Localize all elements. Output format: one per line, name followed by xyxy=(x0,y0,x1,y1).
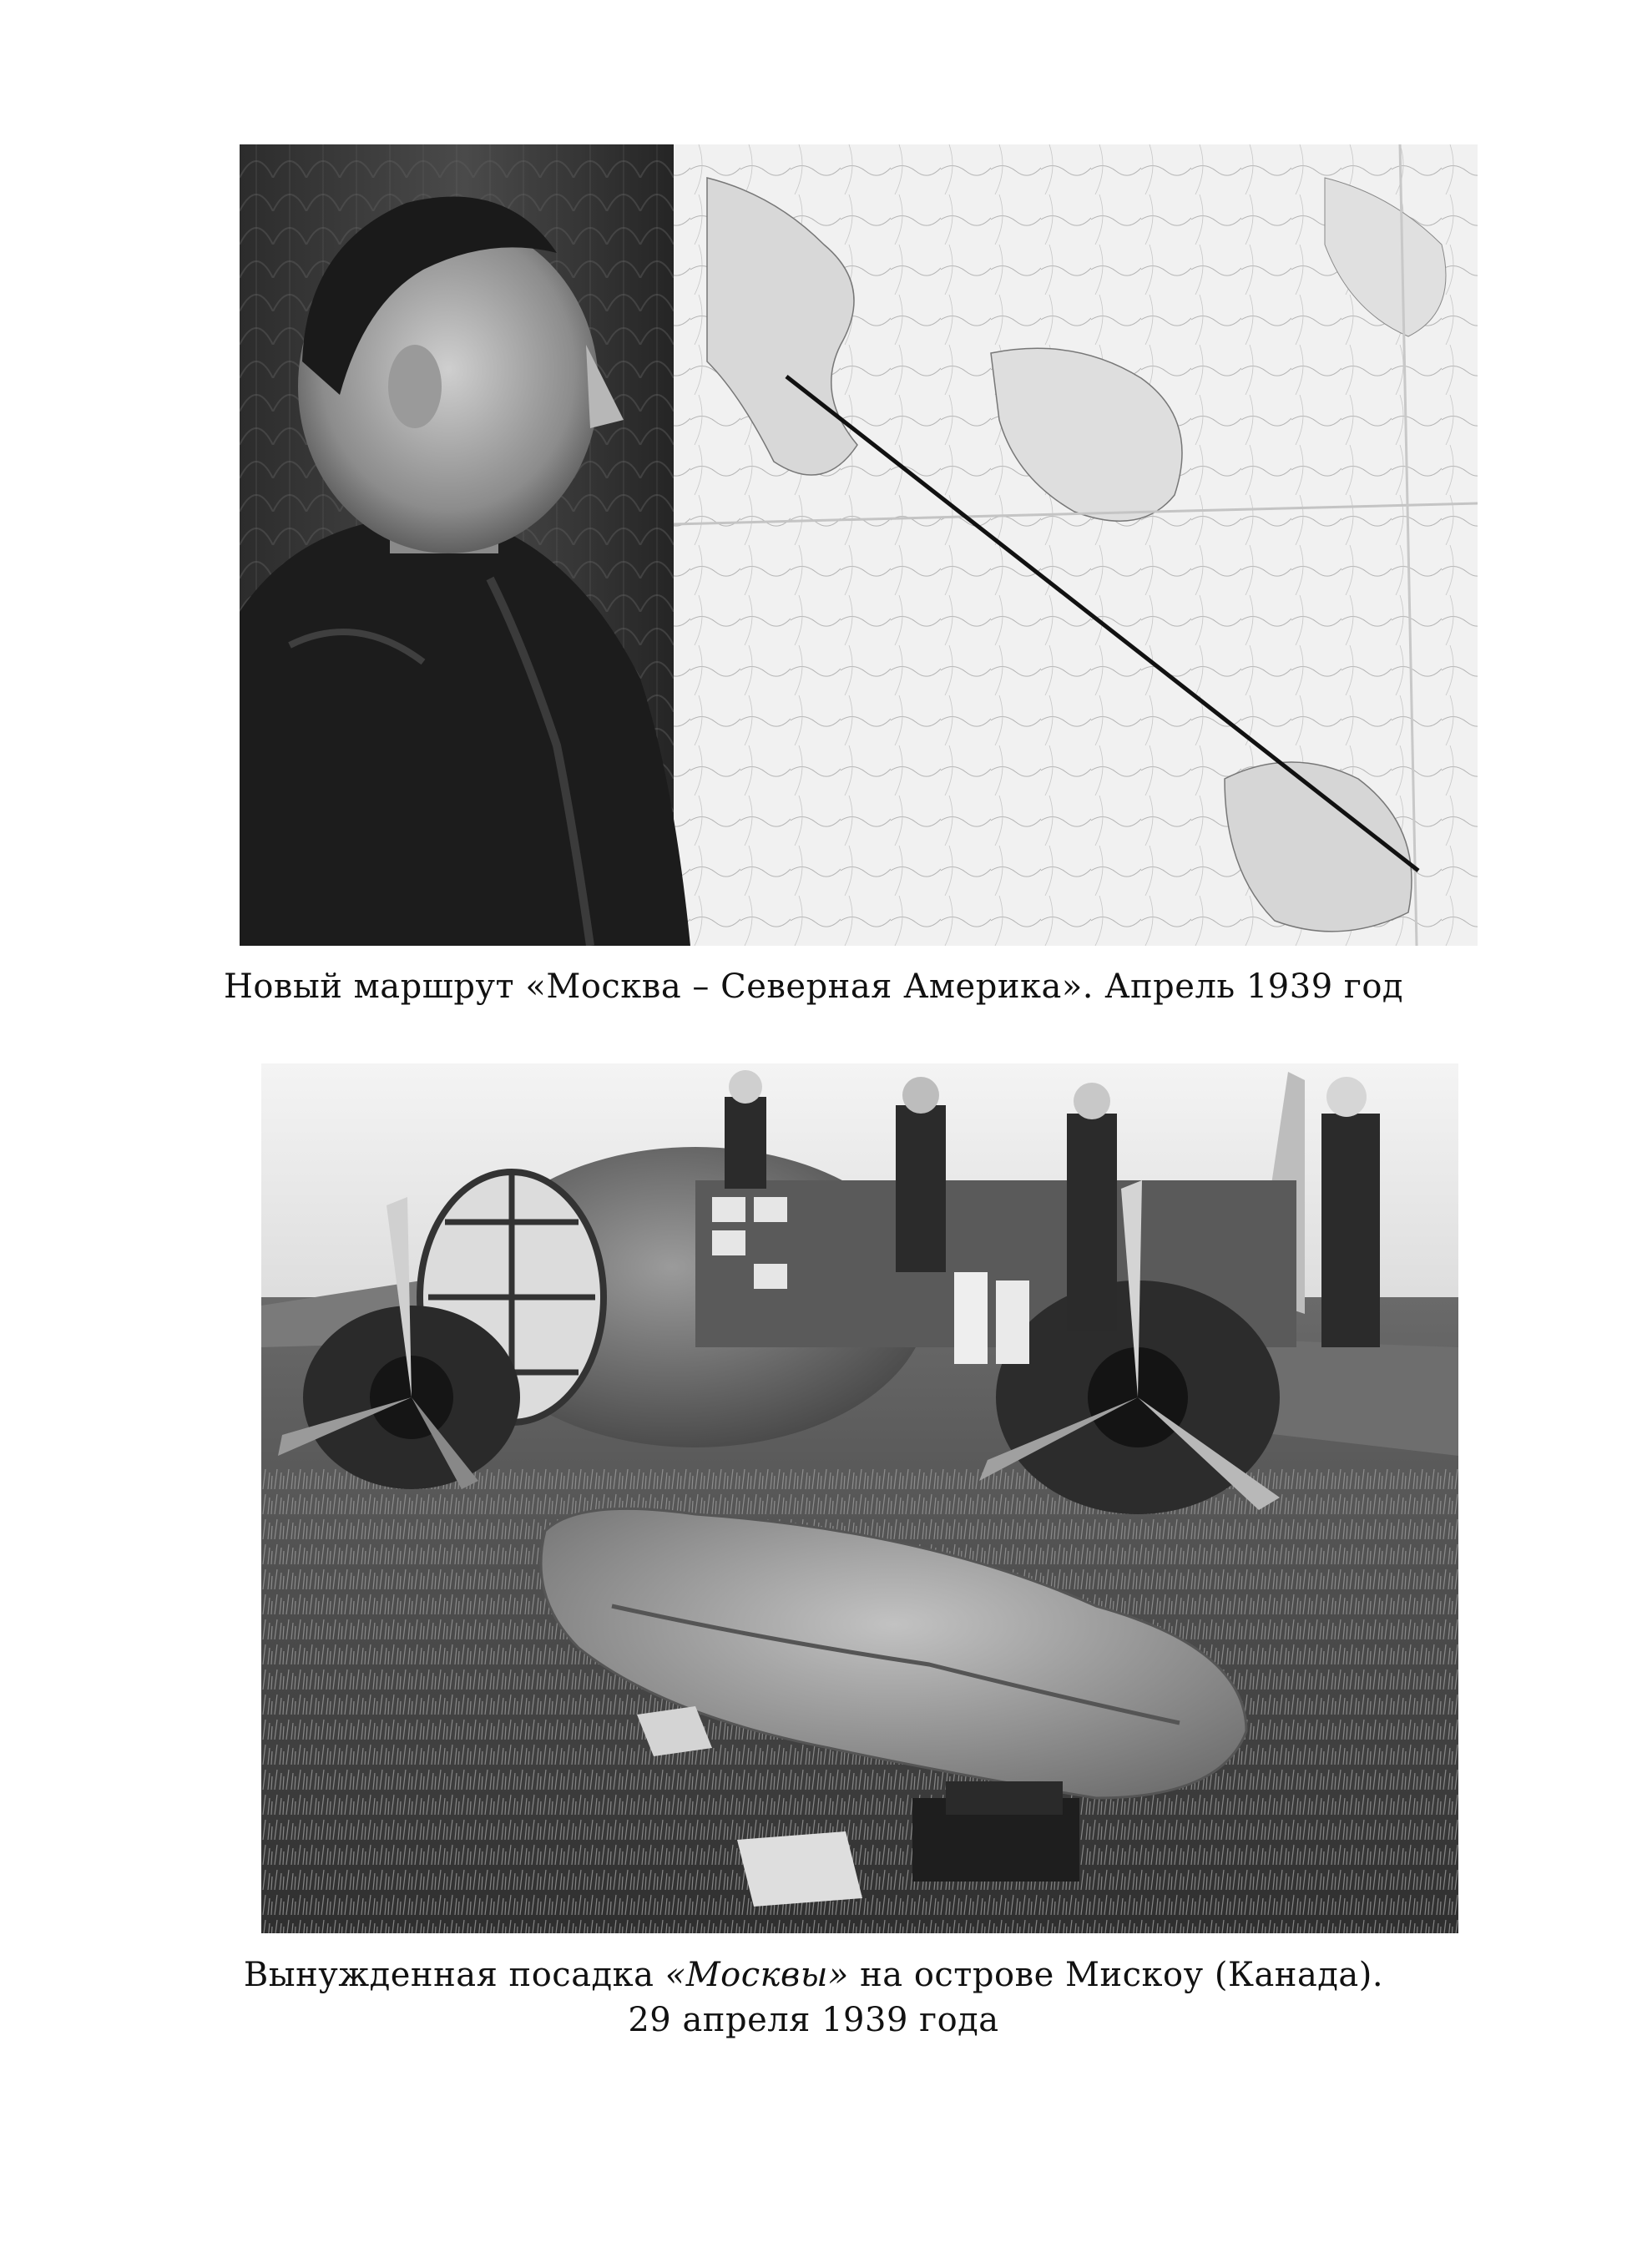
photo-forced-landing-image xyxy=(261,1063,1458,1933)
photo-caption-forced-landing xyxy=(0,1952,1627,2043)
caption-line-2: 29 апреля 1939 года xyxy=(628,2001,999,2039)
caption-line-1 xyxy=(0,1952,1627,1998)
caption-text-before: Вынужденная посадка xyxy=(243,1956,654,1994)
photo-pilot-with-map xyxy=(240,144,1478,946)
photo-caption-route: Новый маршрут «Москва – Северная Америка». Апрель 1939 год xyxy=(223,967,1404,1006)
photo-forced-landing xyxy=(261,1063,1458,1933)
photo-pilot-with-map-image xyxy=(240,144,1478,946)
caption-aircraft-name: «Москвы» xyxy=(664,1956,849,1994)
caption-text-after: на острове Мискоу (Канада). xyxy=(860,1956,1384,1994)
